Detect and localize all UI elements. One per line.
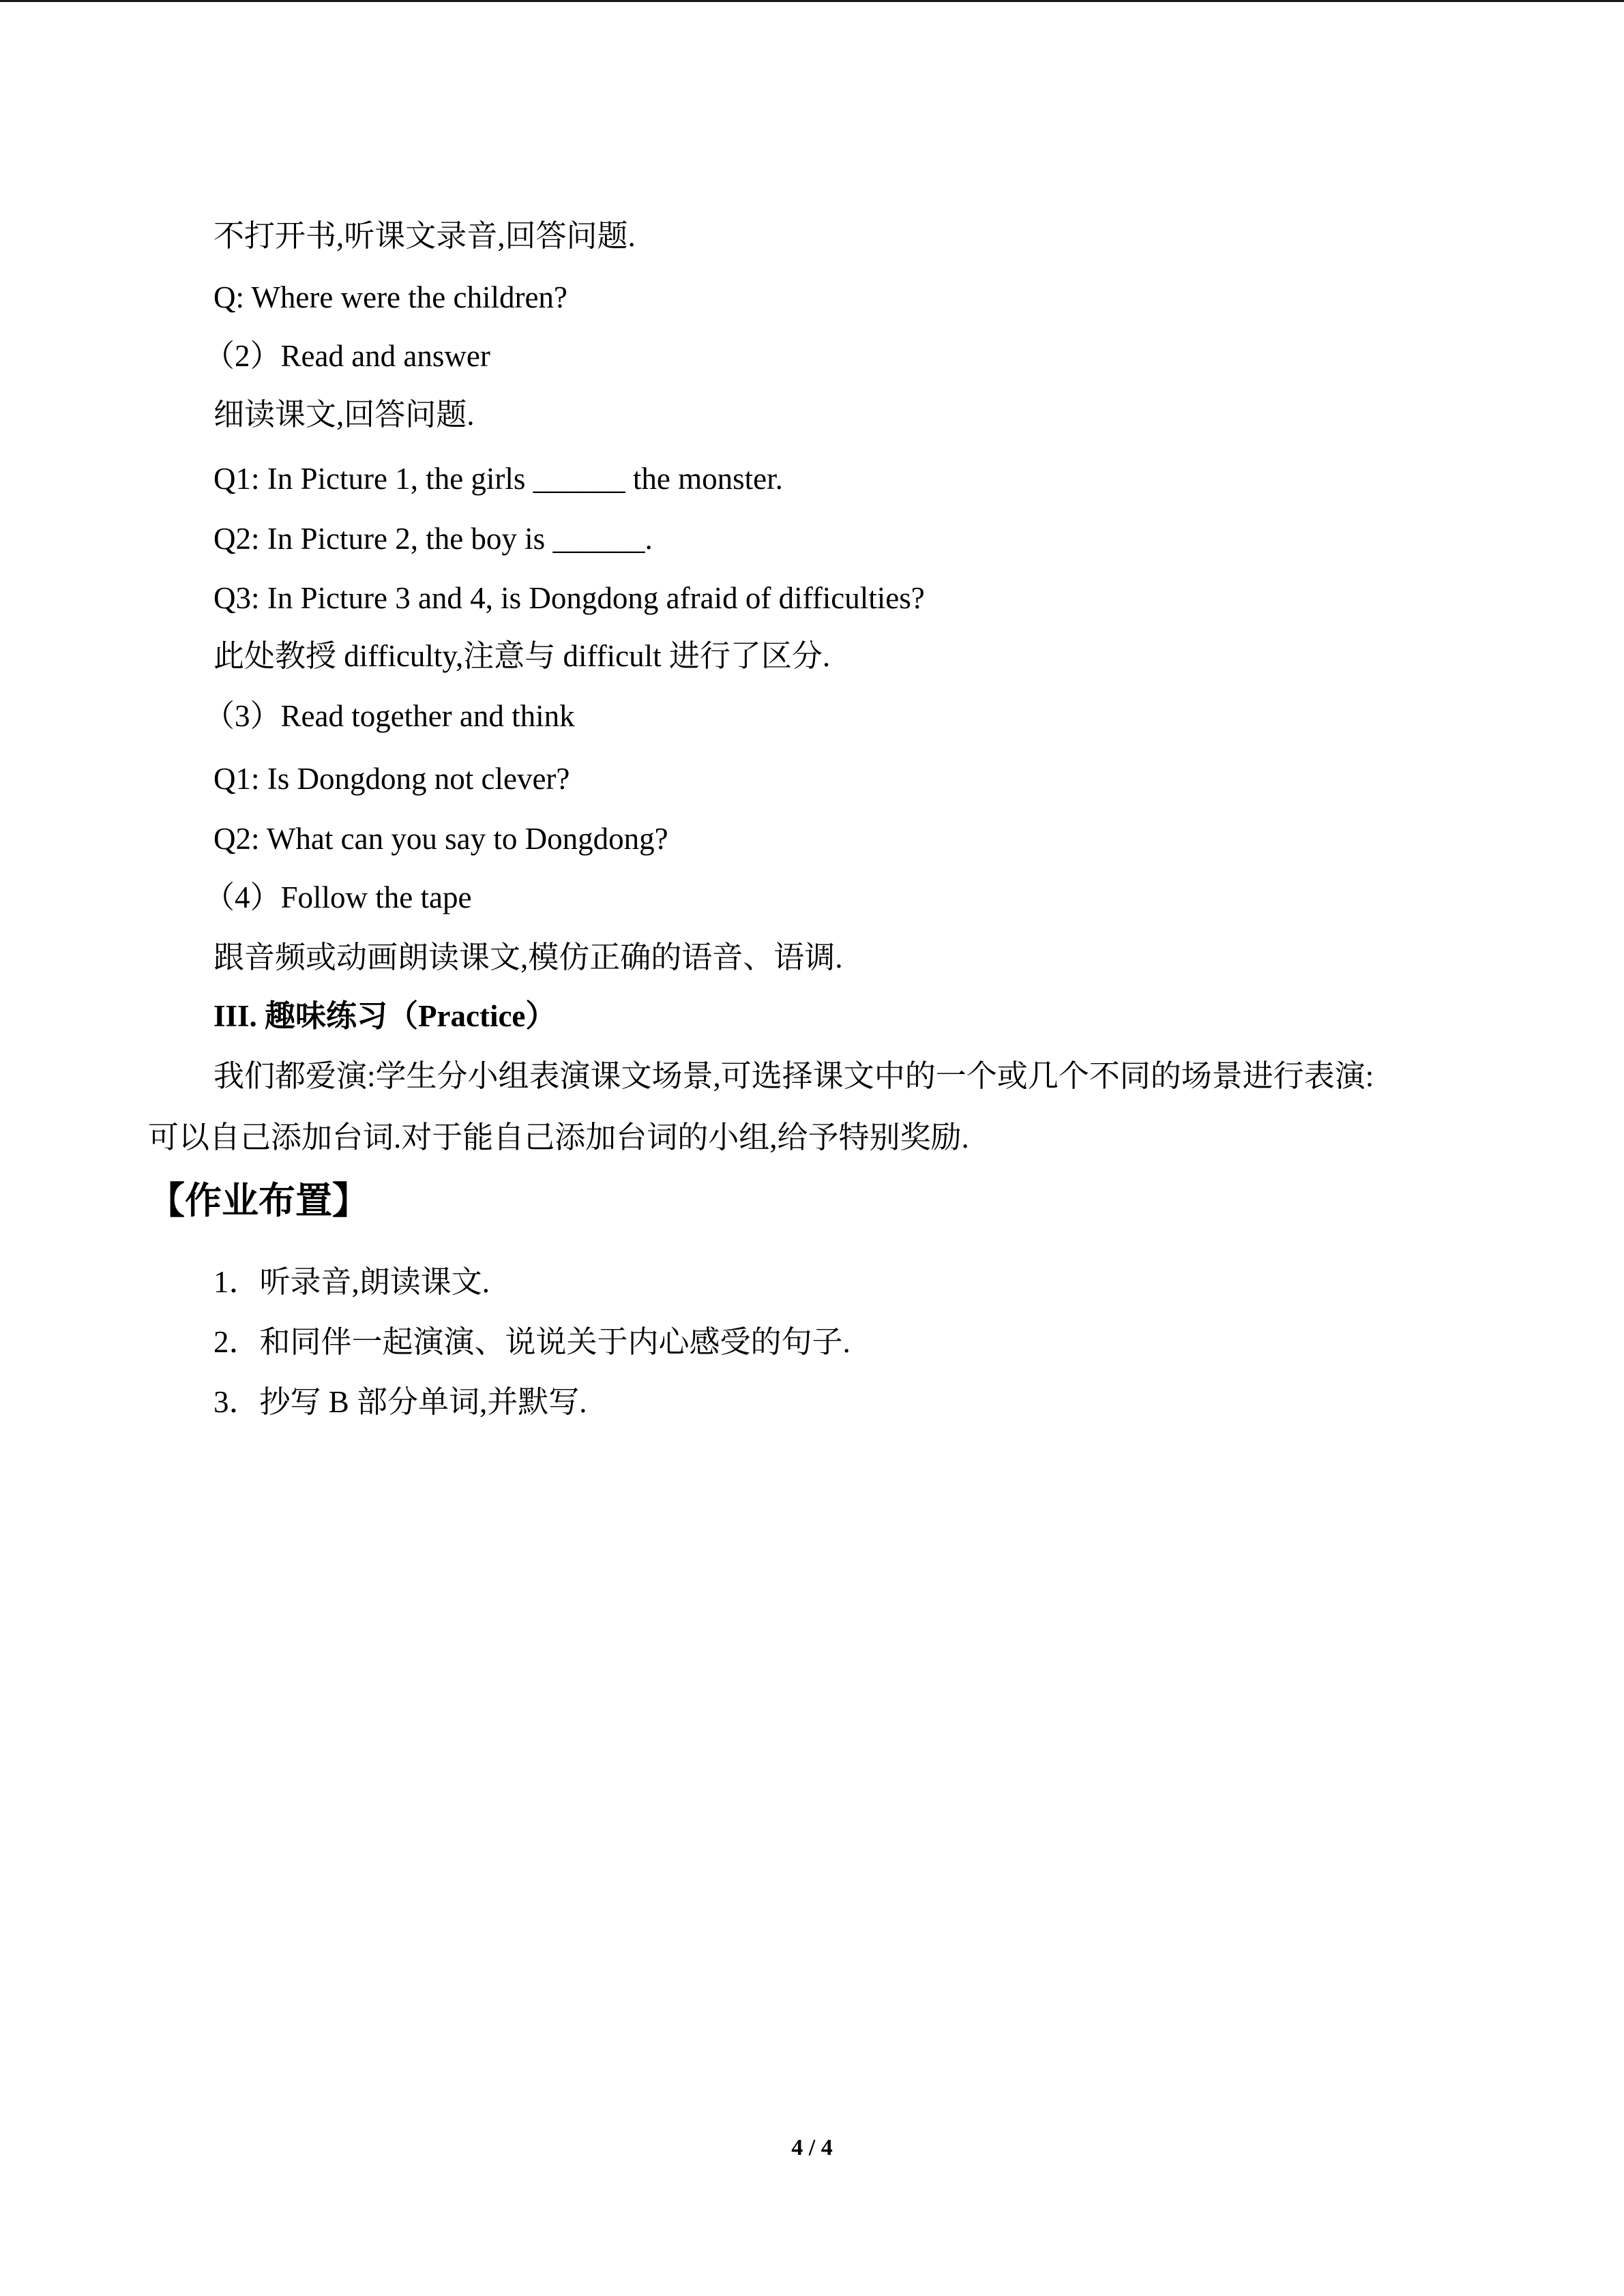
question-picture-1: Q1: In Picture 1, the girls ______ the monster. — [213, 462, 783, 496]
practice-paragraph-line-2: 可以自己添加台词.对于能自己添加台词的小组,给予特别奖励. — [148, 1120, 969, 1154]
practice-paragraph-line-1: 我们都爱演:学生分小组表演课文场景,可选择课文中的一个或几个不同的场景进行表演: — [213, 1059, 1374, 1093]
step-read-and-answer: （2）Read and answer — [204, 339, 490, 373]
page-number: 4 / 4 — [791, 2135, 833, 2160]
question-where: Q: Where were the children? — [213, 280, 567, 314]
note-difficulty: 此处教授 difficulty,注意与 difficult 进行了区分. — [213, 639, 831, 673]
question-clever: Q1: Is Dongdong not clever? — [213, 762, 570, 796]
homework-item-2: 2．和同伴一起演演、说说关于内心感受的句子. — [213, 1325, 851, 1359]
step-follow-tape: （4）Follow the tape — [204, 880, 472, 914]
instruction-listen: 不打开书,听课文录音,回答问题. — [213, 219, 636, 253]
question-say-to-dongdong: Q2: What can you say to Dongdong? — [213, 822, 668, 856]
practice-heading: III. 趣味练习（Practice） — [213, 999, 557, 1033]
step-read-together: （3）Read together and think — [204, 699, 575, 733]
homework-heading: 【作业布置】 — [148, 1179, 369, 1222]
instruction-read-closely: 细读课文,回答问题. — [213, 398, 475, 432]
instruction-follow-audio: 跟音频或动画朗读课文,模仿正确的语音、语调. — [213, 940, 843, 974]
question-picture-3-4: Q3: In Picture 3 and 4, is Dongdong afraid of difficulties? — [213, 581, 925, 615]
homework-item-1: 1．听录音,朗读课文. — [213, 1265, 490, 1299]
homework-item-3: 3．抄写 B 部分单词,并默写. — [213, 1385, 587, 1419]
question-picture-2: Q2: In Picture 2, the boy is ______. — [213, 522, 653, 556]
